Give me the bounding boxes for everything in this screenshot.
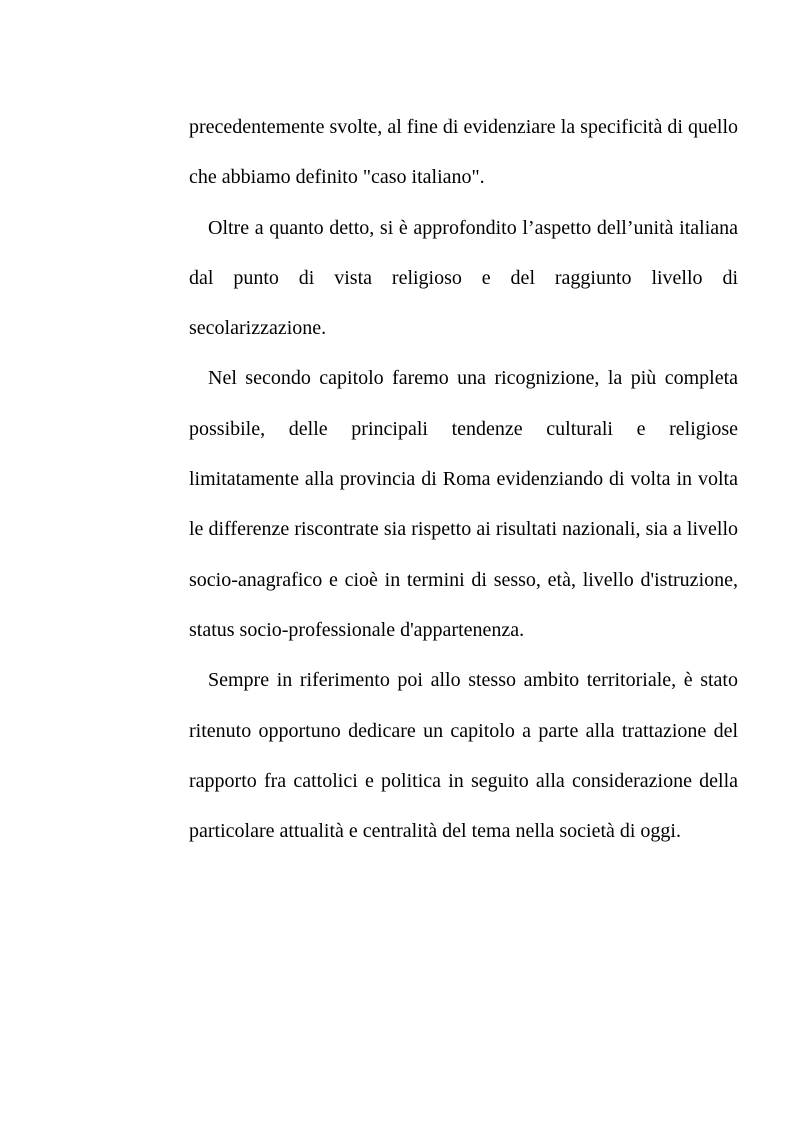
text-line: volta in volta le differenze riscontrate sia rispetto ai risultati bbox=[189, 468, 738, 541]
body-text bbox=[189, 102, 738, 856]
paragraph-1 bbox=[189, 102, 738, 203]
text-line: completa possibile, delle principali tendenze culturali e bbox=[189, 367, 739, 440]
text-line: stato ritenuto opportuno dedicare un capitolo a parte alla bbox=[189, 669, 738, 742]
text-line: Oltre a quanto detto, si è approfondito l’aspetto dell’unità bbox=[208, 216, 674, 239]
text-line: Sempre in riferimento poi allo stesso ambito territoriale, è bbox=[208, 669, 693, 692]
text-line: quello che abbiamo definito "caso italiano". bbox=[189, 116, 739, 189]
text-line: sesso, età, livello d'istruzione, status socio-professionale bbox=[189, 568, 738, 641]
text-line: considerazione della particolare attualità e centralità del tema bbox=[189, 769, 739, 843]
text-line: nella società di oggi. bbox=[515, 820, 681, 843]
paragraph-2 bbox=[189, 203, 738, 354]
text-line: religiose limitatamente alla provincia di Roma evidenziando di bbox=[189, 417, 739, 491]
text-line: italiana dal punto di vista religioso e del raggiunto livello di bbox=[189, 216, 738, 289]
paragraph-3 bbox=[189, 353, 738, 655]
text-line: trattazione del rapporto fra cattolici e politica in seguito alla bbox=[189, 719, 739, 792]
paragraph-4 bbox=[189, 655, 738, 856]
text-line: d'appartenenza. bbox=[400, 618, 525, 641]
text-line: nazionali, sia a livello socio-anagrafico e cioè in termini di bbox=[189, 518, 739, 591]
text-line: Nel secondo capitolo faremo una ricognizione, la più bbox=[208, 367, 657, 390]
text-line: precedentemente svolte, al fine di evidenziare la specificità di bbox=[189, 116, 683, 138]
text-line: secolarizzazione. bbox=[189, 317, 327, 340]
